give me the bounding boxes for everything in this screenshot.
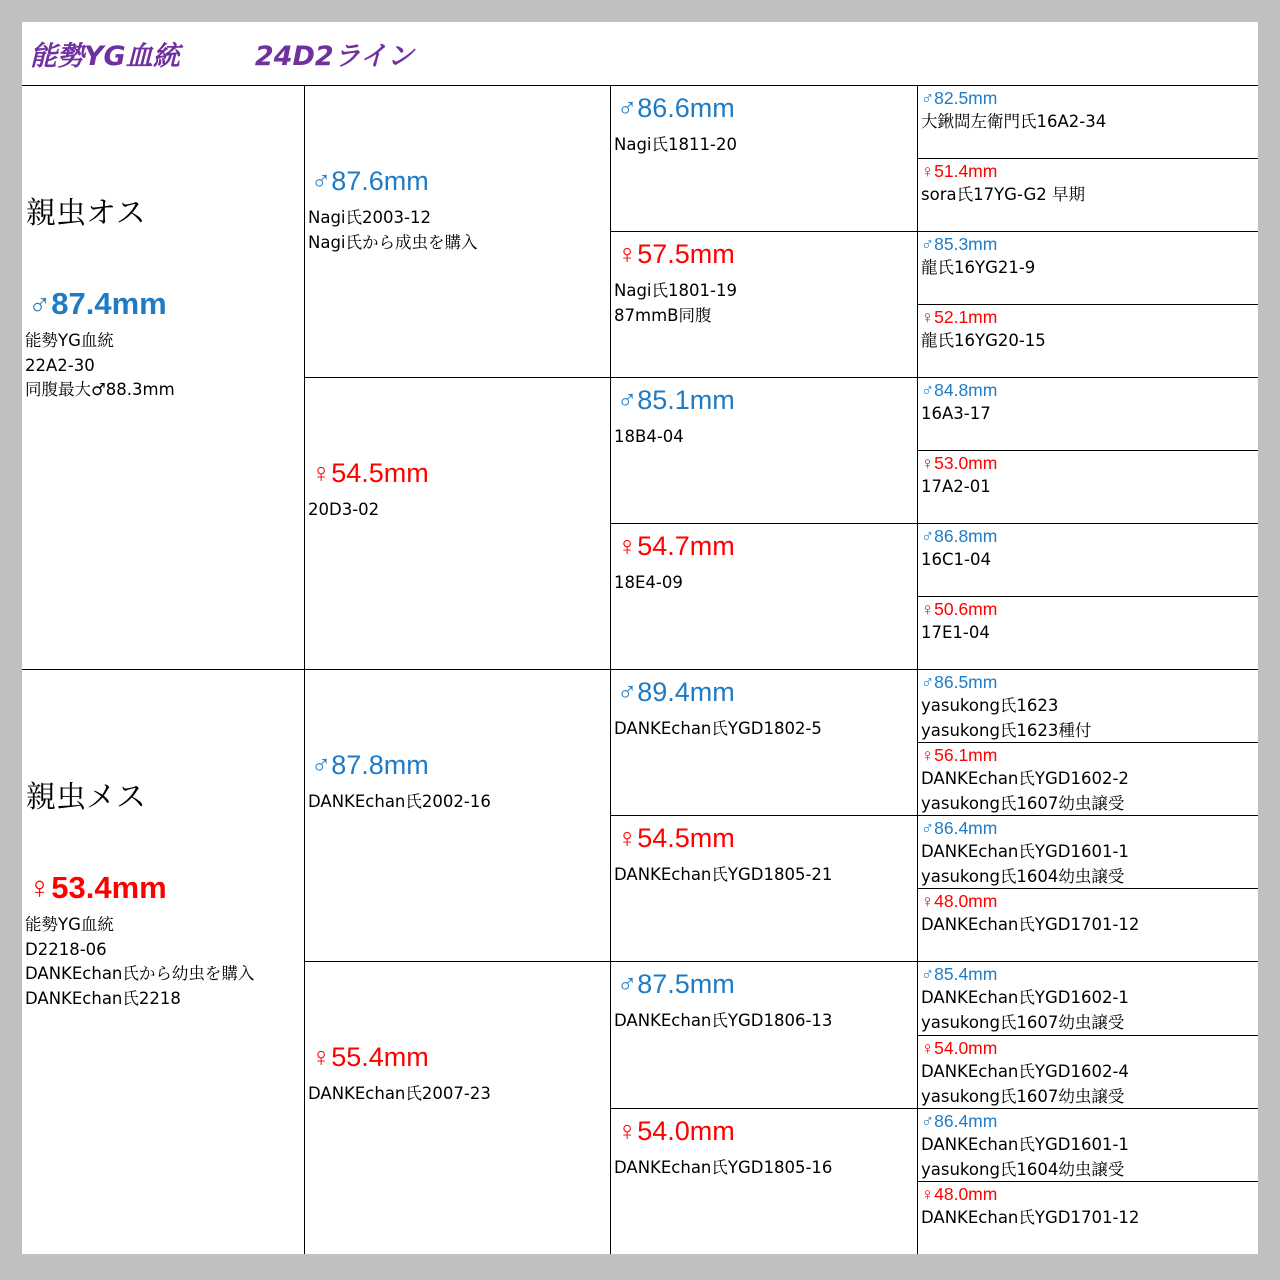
- page-title: [30, 34, 414, 74]
- sire-cell: [22, 86, 304, 669]
- detail-line: yasukong氏1604幼虫譲受: [921, 866, 1125, 886]
- detail-line: DANKEchan氏2007-23: [308, 1084, 491, 1103]
- detail-line: 18B4-04: [614, 427, 684, 446]
- gen4-cell: [918, 1036, 1258, 1108]
- detail-line: yasukong氏1607幼虫譲受: [921, 1012, 1125, 1032]
- ancestor-measure: ♀54.5mm: [617, 823, 735, 853]
- detail-line: 能勢YG血統: [25, 915, 114, 934]
- ancestor-measure: ♂82.5mm: [921, 88, 998, 108]
- gen4-cell: [918, 743, 1258, 815]
- gen4-cell: [918, 524, 1258, 596]
- ancestor-details: [308, 206, 478, 255]
- detail-line: yasukong氏1607幼虫譲受: [921, 793, 1125, 813]
- gen4-cell: [918, 159, 1258, 231]
- ancestor-measure: ♀54.7mm: [617, 531, 735, 561]
- detail-line: Nagi氏から成虫を購入: [308, 232, 478, 252]
- ancestor-block: [921, 670, 1091, 743]
- gen4-cell: [918, 1182, 1258, 1254]
- gen3-cell: [611, 1109, 917, 1254]
- detail-line: DANKEchan氏YGD1802-5: [614, 719, 822, 738]
- detail-line: 同腹最大♂88.3mm: [25, 380, 175, 399]
- ancestor-details: [614, 863, 832, 888]
- ancestor-block: [921, 305, 1046, 354]
- ancestor-measure: ♂85.1mm: [617, 385, 735, 415]
- gen4-cell: [918, 86, 1258, 158]
- ancestor-details: [614, 1156, 832, 1181]
- ancestor-measure: ♀50.6mm: [921, 599, 998, 619]
- dam-measure: ♀53.4mm: [28, 870, 167, 905]
- dam-label: 親虫メス: [26, 780, 146, 815]
- detail-line: DANKEchan氏YGD1602-4: [921, 1062, 1129, 1081]
- detail-line: 16A3-17: [921, 404, 991, 423]
- gen2-sire-father: [305, 86, 610, 377]
- detail-line: 18E4-09: [614, 573, 683, 592]
- ancestor-block: [921, 1182, 1139, 1231]
- gen3-cell: [611, 962, 917, 1108]
- detail-line: DANKEchan氏YGD1602-2: [921, 769, 1129, 788]
- ancestor-measure: ♀54.5mm: [311, 458, 429, 488]
- title-line-name: 24D2ライン: [254, 41, 414, 72]
- gen2-dam-father: [305, 670, 610, 961]
- gen3-cell: [611, 378, 917, 523]
- detail-line: Nagi氏2003-12: [308, 208, 431, 227]
- detail-line: DANKEchan氏YGD1601-1: [921, 1135, 1129, 1154]
- gen3-cell: [611, 670, 917, 815]
- ancestor-measure: ♀48.0mm: [921, 891, 998, 911]
- detail-line: 22A2-30: [25, 355, 95, 375]
- ancestor-measure: ♀54.0mm: [921, 1038, 998, 1058]
- ancestor-measure: ♀51.4mm: [921, 161, 998, 181]
- detail-line: yasukong氏1604幼虫譲受: [921, 1159, 1125, 1179]
- ancestor-block: [921, 597, 997, 646]
- ancestor-measure: ♂87.6mm: [311, 166, 429, 196]
- ancestor-block: [921, 816, 1129, 889]
- sire-details: [25, 329, 175, 403]
- gen3-cell: [611, 816, 917, 961]
- gen4-cell: [918, 816, 1258, 888]
- detail-line: 17A2-01: [921, 477, 991, 496]
- gen3-cell: [611, 86, 917, 231]
- dam-details: [25, 913, 254, 1011]
- ancestor-measure: ♂85.3mm: [921, 234, 998, 254]
- detail-line: 能勢YG血統: [25, 331, 114, 350]
- ancestor-details: [308, 498, 379, 523]
- ancestor-block: [921, 524, 997, 573]
- ancestor-block: [921, 1036, 1129, 1109]
- ancestor-details: [614, 133, 737, 158]
- gen2-dam-mother: [305, 962, 610, 1254]
- gen4-cell: [918, 232, 1258, 304]
- ancestor-block: [921, 1109, 1129, 1182]
- gen4-cell: [918, 962, 1258, 1035]
- sire-measure: ♂87.4mm: [28, 286, 167, 321]
- detail-line: DANKEchan氏YGD1601-1: [921, 842, 1129, 861]
- detail-line: D2218-06: [25, 939, 107, 959]
- ancestor-measure: ♂86.4mm: [921, 1111, 998, 1131]
- detail-line: 20D3-02: [308, 500, 380, 519]
- ancestor-measure: ♂86.8mm: [921, 526, 998, 546]
- detail-line: DANKEchan氏2002-16: [308, 792, 491, 811]
- detail-line: Nagi氏1801-19: [614, 281, 737, 300]
- detail-line: 龍氏16YG20-15: [921, 331, 1046, 350]
- gen3-cell: [611, 232, 917, 377]
- ancestor-details: [614, 279, 737, 328]
- sire-label: 親虫オス: [26, 196, 146, 231]
- ancestor-measure: ♂87.5mm: [617, 969, 735, 999]
- ancestor-measure: ♀53.0mm: [921, 453, 998, 473]
- ancestor-measure: ♀52.1mm: [921, 307, 998, 327]
- ancestor-block: [921, 451, 997, 500]
- ancestor-block: [921, 86, 1106, 135]
- ancestor-measure: ♂86.6mm: [617, 93, 735, 123]
- gen4-cell: [918, 889, 1258, 961]
- detail-line: 16C1-04: [921, 550, 991, 569]
- dam-cell: [22, 670, 304, 1254]
- detail-line: yasukong氏1623: [921, 696, 1059, 715]
- detail-line: yasukong氏1607幼虫譲受: [921, 1086, 1125, 1106]
- gen4-cell: [918, 378, 1258, 450]
- ancestor-details: [614, 425, 684, 450]
- ancestor-block: [921, 378, 997, 427]
- ancestor-block: [921, 889, 1139, 938]
- detail-line: 大鍬閊左衛門氏16A2-34: [921, 112, 1107, 131]
- ancestor-measure: ♀55.4mm: [311, 1042, 429, 1072]
- detail-line: 龍氏16YG21-9: [921, 258, 1036, 277]
- gen4-cell: [918, 451, 1258, 523]
- detail-line: 87mmB同腹: [614, 305, 712, 325]
- ancestor-measure: ♀48.0mm: [921, 1184, 998, 1204]
- detail-line: yasukong氏1623種付: [921, 720, 1092, 740]
- detail-line: DANKEchan氏YGD1602-1: [921, 988, 1129, 1007]
- gen4-cell: [918, 670, 1258, 742]
- detail-line: DANKEchan氏YGD1701-12: [921, 915, 1140, 934]
- detail-line: Nagi氏1811-20: [614, 135, 737, 154]
- ancestor-block: [921, 232, 1035, 281]
- gen3-cell: [611, 524, 917, 669]
- gen2-sire-mother: [305, 378, 610, 669]
- ancestor-measure: ♂87.8mm: [311, 750, 429, 780]
- ancestor-block: [921, 743, 1129, 816]
- ancestor-details: [614, 717, 822, 742]
- ancestor-measure: ♂85.4mm: [921, 964, 998, 984]
- gen4-cell: [918, 305, 1258, 377]
- ancestor-measure: ♀57.5mm: [617, 239, 735, 269]
- detail-line: DANKEchan氏2218: [25, 988, 181, 1008]
- ancestor-measure: ♂86.4mm: [921, 818, 998, 838]
- title-bloodline: 能勢YG血統: [30, 41, 180, 72]
- ancestor-measure: ♂89.4mm: [617, 677, 735, 707]
- ancestor-measure: ♂86.5mm: [921, 672, 998, 692]
- detail-line: sora氏17YG-G2 早期: [921, 185, 1086, 204]
- detail-line: DANKEchan氏YGD1805-16: [614, 1158, 833, 1177]
- gen4-cell: [918, 597, 1258, 669]
- detail-line: DANKEchan氏YGD1806-13: [614, 1011, 833, 1030]
- ancestor-details: [614, 571, 683, 596]
- detail-line: DANKEchan氏YGD1701-12: [921, 1208, 1140, 1227]
- pedigree-sheet: [22, 22, 1258, 1254]
- ancestor-details: [614, 1009, 832, 1034]
- detail-line: DANKEchan氏YGD1805-21: [614, 865, 833, 884]
- ancestor-block: [921, 962, 1129, 1035]
- gen4-cell: [918, 1109, 1258, 1181]
- ancestor-details: [308, 1082, 491, 1107]
- ancestor-block: [921, 159, 1085, 208]
- ancestor-measure: ♀56.1mm: [921, 745, 998, 765]
- ancestor-details: [308, 790, 491, 815]
- detail-line: 17E1-04: [921, 623, 990, 642]
- ancestor-measure: ♂84.8mm: [921, 380, 998, 400]
- ancestor-measure: ♀54.0mm: [617, 1116, 735, 1146]
- detail-line: DANKEchan氏から幼虫を購入: [25, 964, 255, 983]
